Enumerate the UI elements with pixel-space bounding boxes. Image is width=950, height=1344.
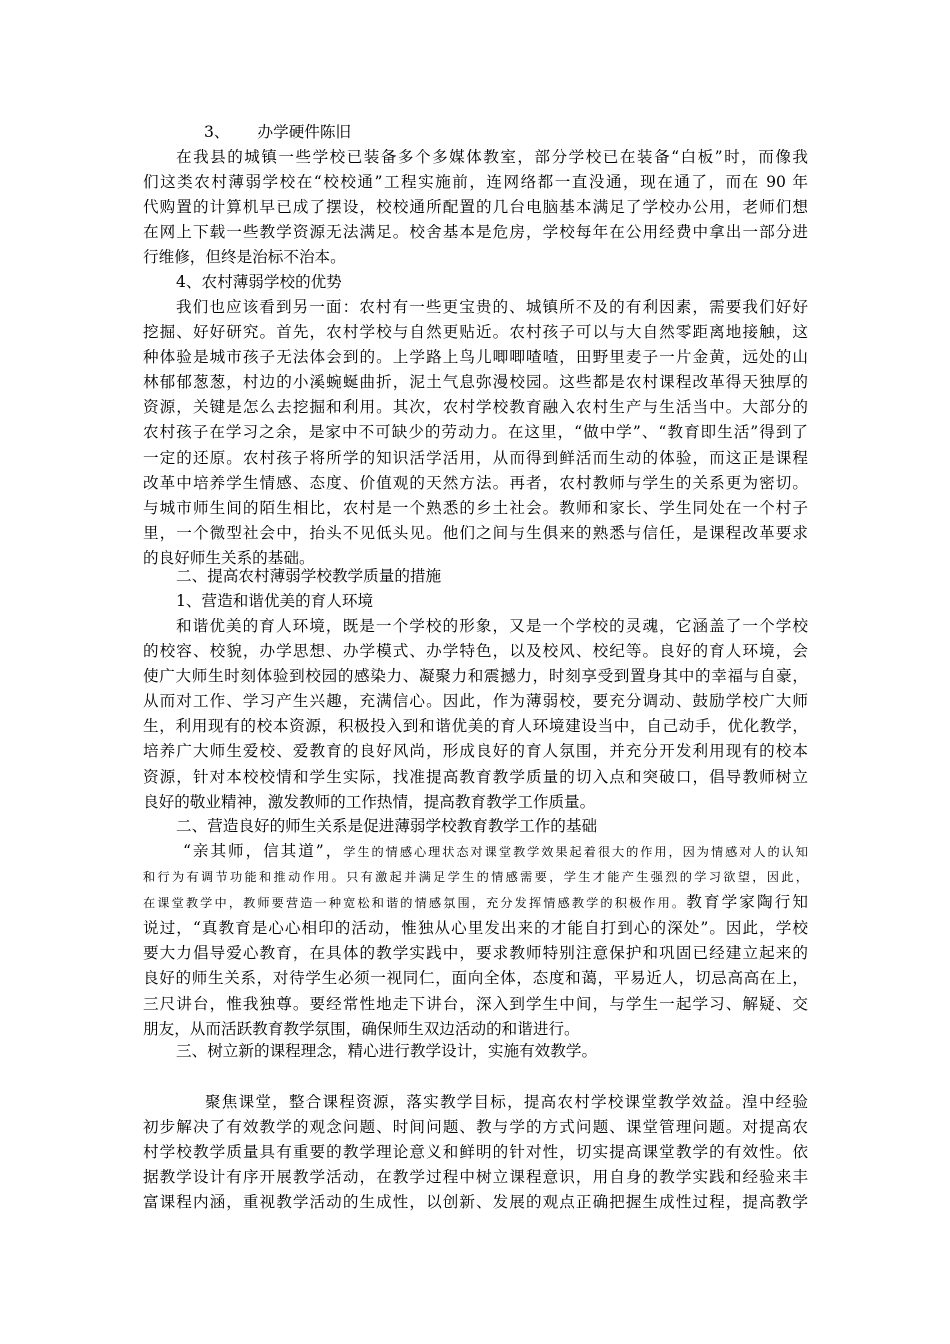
paragraph-curriculum <box>143 1090 808 1215</box>
paragraph-line: 们这类农村薄弱学校在“校校通”工程实施前，连网络都一直没通，现在通了，而在 90 年 <box>143 173 808 192</box>
paragraph-line: 富课程内涵，重视教学活动的生成性，以创新、发展的观点正确把握生成性过程，提高教学 <box>143 1193 808 1212</box>
paragraph-line: 资源，关键是怎么去挖掘和利用。其次，农村学校教育融入农村生产与生活当中。大部分的 <box>143 398 808 417</box>
paragraph-line: 行维修，但终是治标不治本。 <box>143 248 346 267</box>
quote-phrase: “亲其师，信其道”， <box>183 842 344 860</box>
paragraph-line <box>143 839 808 865</box>
paragraph-line: 说过，“真教育是心心相印的活动，惟独从心里发出来的才能自打到心的深处”。因此，学校 <box>143 919 808 938</box>
subheading-environment: 1、营造和谐优美的育人环境 <box>176 592 374 610</box>
paragraph-line: 我们也应该看到另一面：农村有一些更宝贵的、城镇所不及的有利因素，需要我们好好 <box>176 298 808 316</box>
paragraph-line: 从而对工作、学习产生兴趣，充满信心。因此，作为薄弱校，要充分调动、鼓励学校广大师 <box>143 692 808 711</box>
paragraph-line: 改革中培养学生情感、态度、价值观的天然方法。再者，农村教师与学生的关系更为密切。 <box>143 473 808 492</box>
paragraph-line: 聚焦课堂，整合课程资源，落实教学目标，提高农村学校课堂教学效益。湟中经验 <box>205 1093 808 1111</box>
small-text: 在课堂教学中，教师要营造一种宽松和谐的情感氛围，充分发挥情感教学的积极作用。 <box>143 896 687 911</box>
paragraph-line: 三尺讲台，惟我独尊。要经常性地走下讲台，深入到学生中间，与学生一起学习、解疑、交 <box>143 994 808 1013</box>
paragraph-line: 朋友，从而活跃教育教学氛围，确保师生双边活动的和谐进行。 <box>143 1019 580 1038</box>
paragraph-line <box>143 890 808 916</box>
section-heading-curriculum: 三、树立新的课程理念，精心进行教学设计，实施有效教学。 <box>176 1042 598 1060</box>
paragraph-line: 在我县的城镇一些学校已装备多个多媒体教室，部分学校已在装备“白板”时，而像我 <box>176 148 808 166</box>
heading-4: 4、农村薄弱学校的优势 <box>176 273 342 291</box>
paragraph-line: 里，一个微型社会中，抬头不见低头见。他们之间与生俱来的熟悉与信任，是课程改革要求 <box>143 523 808 542</box>
heading-3 <box>204 120 351 145</box>
heading-3-title: 办学硬件陈旧 <box>257 123 352 141</box>
paragraph-hardware <box>143 145 808 270</box>
paragraph-line: 资源，针对本校校情和学生实际，找准提高教育教学质量的切入点和突破口，倡导教师树立 <box>143 767 808 786</box>
paragraph-line: 良好的师生关系，对待学生必须一视同仁，面向全体，态度和蔼，平易近人，切忌高高在上， <box>143 969 808 988</box>
paragraph-line: 和谐优美的育人环境，既是一个学校的形象，又是一个学校的灵魂，它涵盖了一个学校 <box>176 617 808 635</box>
paragraph-line: 代购置的计算机早已成了摆设，校校通所配置的几台电脑基本满足了学校办公用，老师们想 <box>143 198 808 217</box>
paragraph-line: 要大力倡导爱心教育，在具体的教学实践中，要求教师特别注意保护和巩固已经建立起来的 <box>143 944 808 963</box>
paragraph-line: 村学校教学质量具有重要的教学理论意义和鲜明的针对性，切实提高课堂教学的有效性。依 <box>143 1143 808 1162</box>
paragraph-line: 生，利用现有的校本资源，积极投入到和谐优美的育人环境建设当中，自己动手，优化教学， <box>143 717 808 736</box>
heading-3-number: 3、 <box>204 123 230 141</box>
paragraph-line: 的良好师生关系的基础。 <box>143 548 315 567</box>
paragraph-line: 初步解决了有效教学的观念问题、时间问题、教与学的方式问题、课堂管理问题。对提高农 <box>143 1118 808 1137</box>
paragraph-text: 教育学家陶行知 <box>686 893 808 912</box>
paragraph-line: 与城市师生间的陌生相比，农村是一个熟悉的乡土社会。教师和家长、学生同处在一个村子 <box>143 498 808 517</box>
paragraph-line: 挖掘、好好研究。首先，农村学校与自然更贴近。农村孩子可以与大自然零距离地接触，这 <box>143 323 808 342</box>
paragraph-line: 使广大师生时刻体验到校园的感染力、凝聚力和震撼力，时刻享受到置身其中的幸福与自豪， <box>143 667 808 686</box>
paragraph-line: 据教学设计有序开展教学活动，在教学过程中树立课程意识，用自身的教学实践和经验来丰 <box>143 1168 808 1187</box>
paragraph-line: 良好的敬业精神，激发教师的工作热情，提高教育教学工作质量。 <box>143 792 596 811</box>
paragraph-relations <box>143 839 808 1042</box>
paragraph-advantages <box>143 295 808 571</box>
paragraph-line: 和行为有调节功能和推动作用。只有激起并满足学生的情感需要，学生才能产生强烈的学习欲望，因此， <box>143 870 808 885</box>
paragraph-line: 种体验是城市孩子无法体会到的。上学路上鸟儿唧唧喳喳，田野里麦子一片金黄，远处的山 <box>143 348 808 367</box>
paragraph-line: 农村孩子在学习之余，是家中不可缺少的劳动力。在这里，“做中学”、“教育即生活”得到了 <box>143 423 808 442</box>
paragraph-line: 在网上下载一些教学资源无法满足。校舍基本是危房，学校每年在公用经费中拿出一部分进 <box>143 223 808 242</box>
paragraph-line: 林郁郁葱葱，村边的小溪蜿蜒曲折，泥土气息弥漫校园。这些都是农村课程改革得天独厚的 <box>143 373 808 392</box>
paragraph-environment <box>143 614 808 815</box>
section-heading-measures: 二、提高农村薄弱学校教学质量的措施 <box>176 567 442 585</box>
paragraph-line: 培养广大师生爱校、爱教育的良好风尚，形成良好的育人氛围，并充分开发利用现有的校本 <box>143 742 808 761</box>
paragraph-line: 一定的还原。农村孩子将所学的知识活学活用，从而得到鲜活而生动的体验，而这正是课程 <box>143 448 808 467</box>
paragraph-line: 的校容、校貌，办学思想、办学模式、办学特色，以及校风、校纪等。良好的育人环境，会 <box>143 642 808 661</box>
small-text: 学生的情感心理状态对课堂教学效果起着很大的作用，因为情感对人的认知 <box>343 845 808 859</box>
subheading-relations: 二、营造良好的师生关系是促进薄弱学校教育教学工作的基础 <box>176 817 598 835</box>
